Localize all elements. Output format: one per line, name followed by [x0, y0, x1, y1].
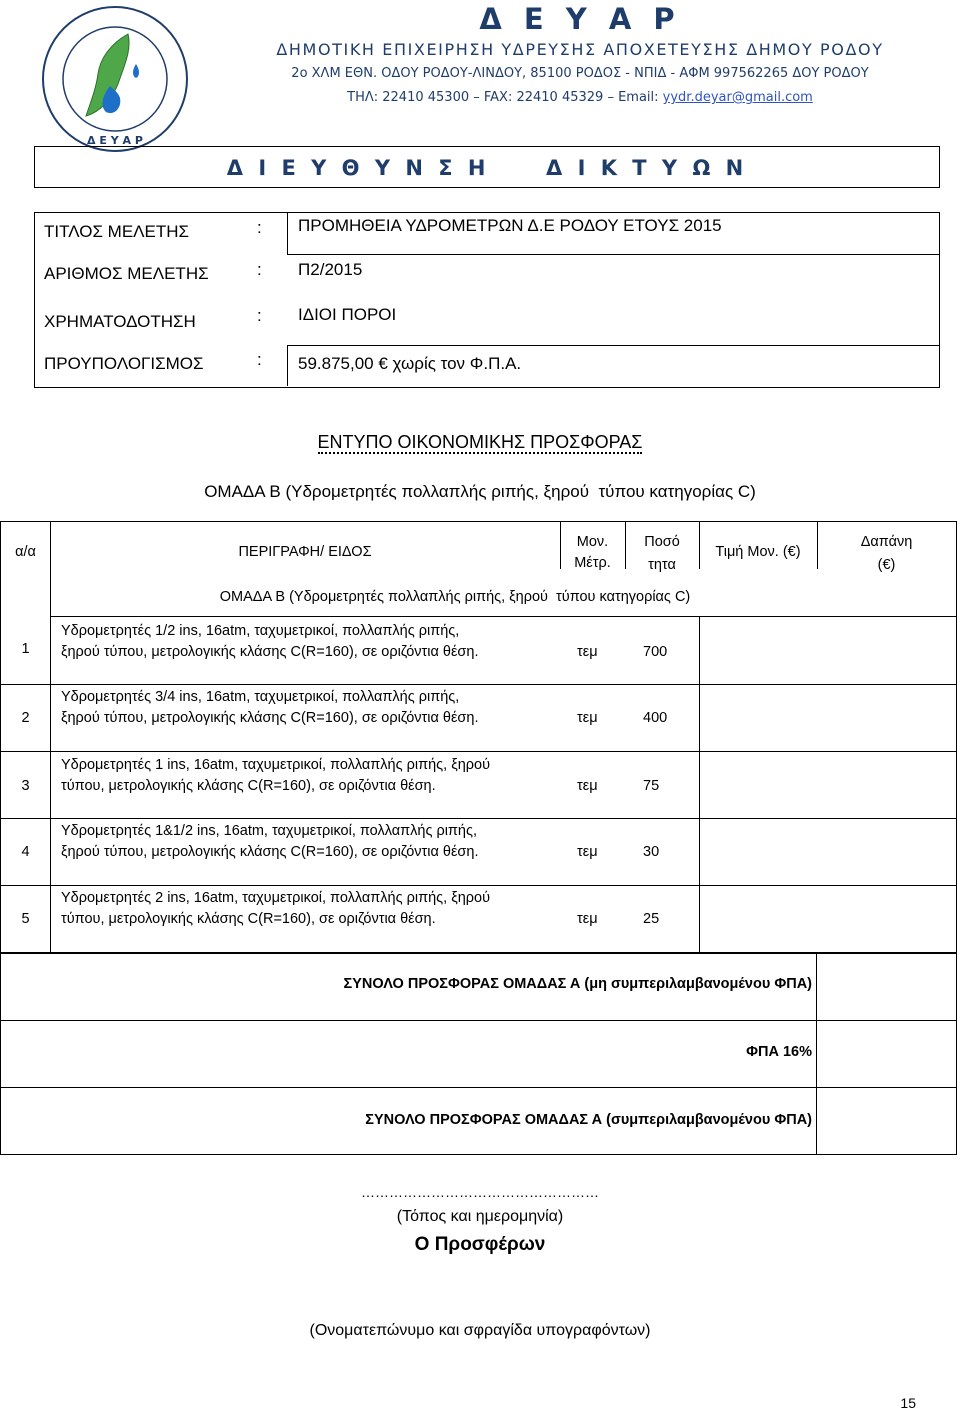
- offerer-label: Ο Προσφέρων: [414, 1234, 546, 1255]
- form-title-text: ΕΝΤΥΠΟ ΟΙΚΟΝΟΜΙΚΗΣ ΠΡΟΣΦΟΡΑΣ: [317, 432, 643, 452]
- email-link[interactable]: yydr.deyar@gmail.com: [662, 90, 813, 105]
- row-qty: 400: [643, 710, 668, 726]
- study-number-colon: :: [257, 260, 262, 279]
- row-qty: 75: [643, 778, 660, 794]
- row-aa: 2: [21, 710, 30, 726]
- name-stamp: (Ονοματεπώνυμο και σφραγίδα υπογραφόντων): [309, 1322, 651, 1339]
- page-number: 15: [900, 1395, 916, 1411]
- study-title-label: ΤΙΤΛΟΣ ΜΕΛΕΤΗΣ: [44, 222, 190, 241]
- table-group-row: ΟΜΑΔΑ Β (Υδρομετρητές πολλαπλής ριπής, ξηρού τύπου κατηγορίας C): [219, 589, 691, 605]
- budget-colon: :: [257, 350, 262, 369]
- header-unit-2: Μέτρ.: [574, 555, 611, 571]
- contact-text: ΤΗΛ: 22410 45300 – FAX: 22410 45329 – Email:: [347, 90, 663, 105]
- row-qty: 30: [643, 844, 660, 860]
- org-name: ΔΗΜΟΤΙΚΗ ΕΠΙΧΕΙΡΗΣΗ ΥΔΡΕΥΣΗΣ ΑΠΟΧΕΤΕΥΣΗΣ ΔΗΜΟΥ ΡΟΔΟΥ: [276, 40, 884, 59]
- row-aa: 1: [21, 641, 30, 657]
- study-title-value: ΠΡΟΜΗΘΕΙΑ ΥΔΡΟΜΕΤΡΩΝ Δ.Ε ΡΟΔΟΥ ΕΤΟΥΣ 2015: [298, 216, 722, 235]
- funding-label: ΧΡΗΜΑΤΟΔΟΤΗΣΗ: [44, 312, 196, 331]
- form-title: [0, 432, 960, 453]
- funding-colon: :: [257, 306, 262, 325]
- row-desc-line2: ξηρού τύπου, μετρολογικής κλάσης C(R=160), σε οριζόντια θέση.: [61, 644, 479, 660]
- row-desc-line2: ξηρού τύπου, μετρολογικής κλάσης C(R=160), σε οριζόντια θέση.: [61, 844, 479, 860]
- row-desc-line2: ξηρού τύπου, μετρολογικής κλάσης C(R=160), σε οριζόντια θέση.: [61, 710, 479, 726]
- row-desc-line2: τύπου, μετρολογικής κλάσης C(R=160), σε οριζόντια θέση.: [61, 778, 436, 794]
- header-description: ΠΕΡΙΓΡΑΦΗ/ ΕΙΔΟΣ: [238, 544, 372, 560]
- row-qty: 25: [643, 911, 660, 927]
- study-title-colon: :: [257, 218, 262, 237]
- logo: [40, 4, 190, 154]
- header-unit-1: Μον.: [576, 534, 609, 550]
- row-desc-line1: Υδρομετρητές 1&1/2 ins, 16atm, ταχυμετρικοί, πολλαπλής ριπής,: [61, 823, 478, 839]
- study-number-label: ΑΡΙΘΜΟΣ ΜΕΛΕΤΗΣ: [44, 264, 209, 283]
- row-desc-line1: Υδρομετρητές 2 ins, 16atm, ταχυμετρικοί, πολλαπλής ριπής, ξηρού: [61, 890, 491, 906]
- row-unit: τεμ: [577, 644, 598, 660]
- header-qty-2: τητα: [648, 557, 676, 573]
- row-unit: τεμ: [577, 778, 598, 794]
- header-cost-2: (€): [877, 557, 896, 573]
- logo-abbr: Δ Ε Υ Α Ρ: [87, 134, 143, 147]
- row-desc-line2: τύπου, μετρολογικής κλάσης C(R=160), σε οριζόντια θέση.: [61, 911, 436, 927]
- org-acronym: Δ Ε Υ Α Ρ: [479, 2, 681, 36]
- header-unit-price: Τιμή Μον. (€): [715, 544, 801, 560]
- row-aa: 3: [21, 778, 30, 794]
- offer-table: [0, 521, 957, 953]
- funding-value: ΙΔΙΟΙ ΠΟΡΟΙ: [298, 305, 397, 324]
- total-without-vat: ΣΥΝΟΛΟ ΠΡΟΣΦΟΡΑΣ ΟΜΑΔΑΣ Α (μη συμπεριλαμβανομένου ΦΠΑ): [343, 976, 812, 992]
- row-aa: 4: [21, 844, 30, 860]
- row-desc-line1: Υδρομετρητές 1 ins, 16atm, ταχυμετρικοί, πολλαπλής ριπής, ξηρού: [61, 757, 491, 773]
- org-address: 2ο ΧΛΜ ΕΘΝ. ΟΔΟΥ ΡΟΔΟΥ-ΛΙΝΔΟΥ, 85100 ΡΟΔΟΣ - ΝΠΙΔ - ΑΦΜ 997562265 ΔΟΥ ΡΟΔΟΥ: [291, 66, 869, 81]
- place-date: (Τόπος και ημερομηνία): [396, 1208, 564, 1225]
- department-title: Δ Ι Ε Υ Θ Υ Ν Σ Η Δ Ι Κ Τ Υ Ω Ν: [226, 156, 748, 180]
- study-number-value: Π2/2015: [298, 260, 363, 279]
- vat-label: ΦΠΑ 16%: [746, 1044, 812, 1060]
- row-desc-line1: Υδρομετρητές 3/4 ins, 16atm, ταχυμετρικοί, πολλαπλής ριπής,: [61, 689, 460, 705]
- budget-value: 59.875,00 € χωρίς τον Φ.Π.Α.: [298, 354, 522, 373]
- group-title: ΟΜΑΔΑ Β (Υδρομετρητές πολλαπλής ριπής, ξηρού τύπου κατηγορίας C): [204, 482, 756, 501]
- row-unit: τεμ: [577, 710, 598, 726]
- org-contact: [200, 90, 960, 105]
- signature-dots: ……………………………………………: [361, 1184, 599, 1200]
- row-unit: τεμ: [577, 911, 598, 927]
- header-aa: α/α: [15, 544, 36, 560]
- row-unit: τεμ: [577, 844, 598, 860]
- row-qty: 700: [643, 644, 668, 660]
- header-qty-1: Ποσό: [644, 534, 680, 550]
- budget-label: ΠΡΟΥΠΟΛΟΓΙΣΜΟΣ: [44, 354, 204, 373]
- row-desc-line1: Υδρομετρητές 1/2 ins, 16atm, ταχυμετρικοί, πολλαπλής ριπής,: [61, 623, 460, 639]
- header-cost-1: Δαπάνη: [860, 534, 913, 550]
- row-aa: 5: [21, 911, 30, 927]
- total-with-vat: ΣΥΝΟΛΟ ΠΡΟΣΦΟΡΑΣ ΟΜΑΔΑΣ Α (συμπεριλαμβανομένου ΦΠΑ): [365, 1112, 812, 1128]
